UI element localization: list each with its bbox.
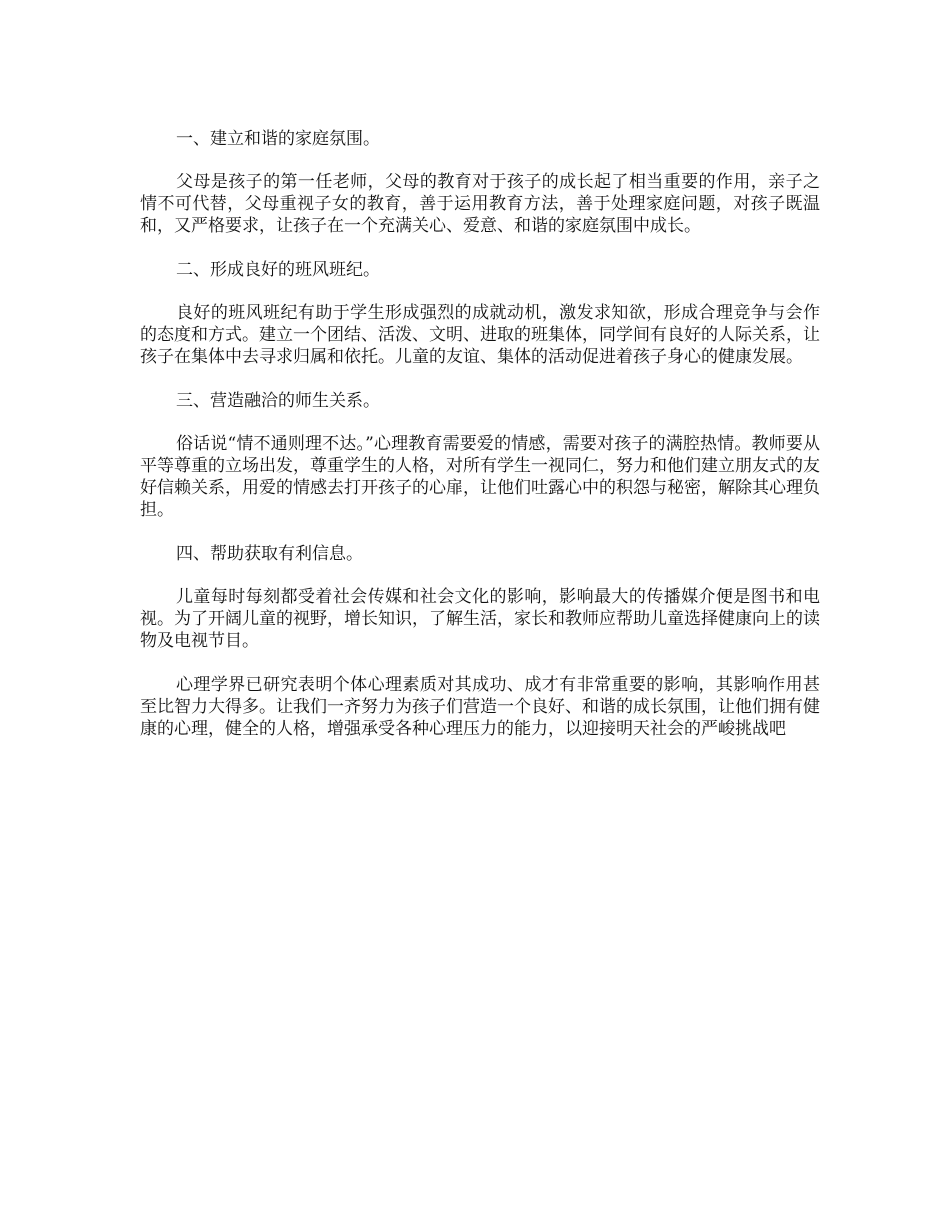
conclusion-paragraph: 心理学界已研究表明个体心理素质对其成功、成才有非常重要的影响，其影响作用甚至比智力大得多。让我们一齐努力为孩子们营造一个良好、和谐的成长氛围，让他们拥有健康的心理，健全的人格，增强承受各种心理压力的能力，以迎接明天社会的严峻挑战吧 — [140, 675, 820, 739]
section-heading-4: 四、帮助获取有利信息。 — [176, 544, 363, 564]
section-paragraph-1: 父母是孩子的第一任老师，父母的教育对于孩子的成长起了相当重要的作用，亲子之情不可代替，父母重视子女的教育，善于运用教育方法，善于处理家庭问题，对孩子既温和，又严格要求，让孩子在一个充满关心、爱意、和谐的家庭氛围中成长。 — [140, 172, 820, 236]
section-heading-1: 一、建立和谐的家庭氛围。 — [176, 129, 380, 149]
section-paragraph-4: 儿童每时每刻都受着社会传媒和社会文化的影响，影响最大的传播媒介便是图书和电视。为了开阔儿童的视野，增长知识，了解生活，家长和教师应帮助儿童选择健康向上的读物及电视节目。 — [140, 587, 820, 651]
section-paragraph-2: 良好的班风班纪有助于学生形成强烈的成就动机，激发求知欲，形成合理竞争与会作的态度和方式。建立一个团结、活泼、文明、进取的班集体，同学间有良好的人际关系，让孩子在集体中去寻求归属和依托。儿童的友谊、集体的活动促进着孩子身心的健康发展。 — [140, 303, 820, 367]
section-paragraph-3: 俗话说“情不通则理不达。”心理教育需要爱的情感，需要对孩子的满腔热情。教师要从平等尊重的立场出发，尊重学生的人格，对所有学生一视同仁，努力和他们建立朋友式的友好信赖关系，用爱的情感去打开孩子的心扉，让他们吐露心中的积怨与秘密，解除其心理负担。 — [140, 434, 820, 520]
document-body — [140, 128, 820, 740]
section-heading-2: 二、形成良好的班风班纪。 — [176, 260, 380, 280]
section-heading-3: 三、营造融洽的师生关系。 — [176, 391, 380, 411]
